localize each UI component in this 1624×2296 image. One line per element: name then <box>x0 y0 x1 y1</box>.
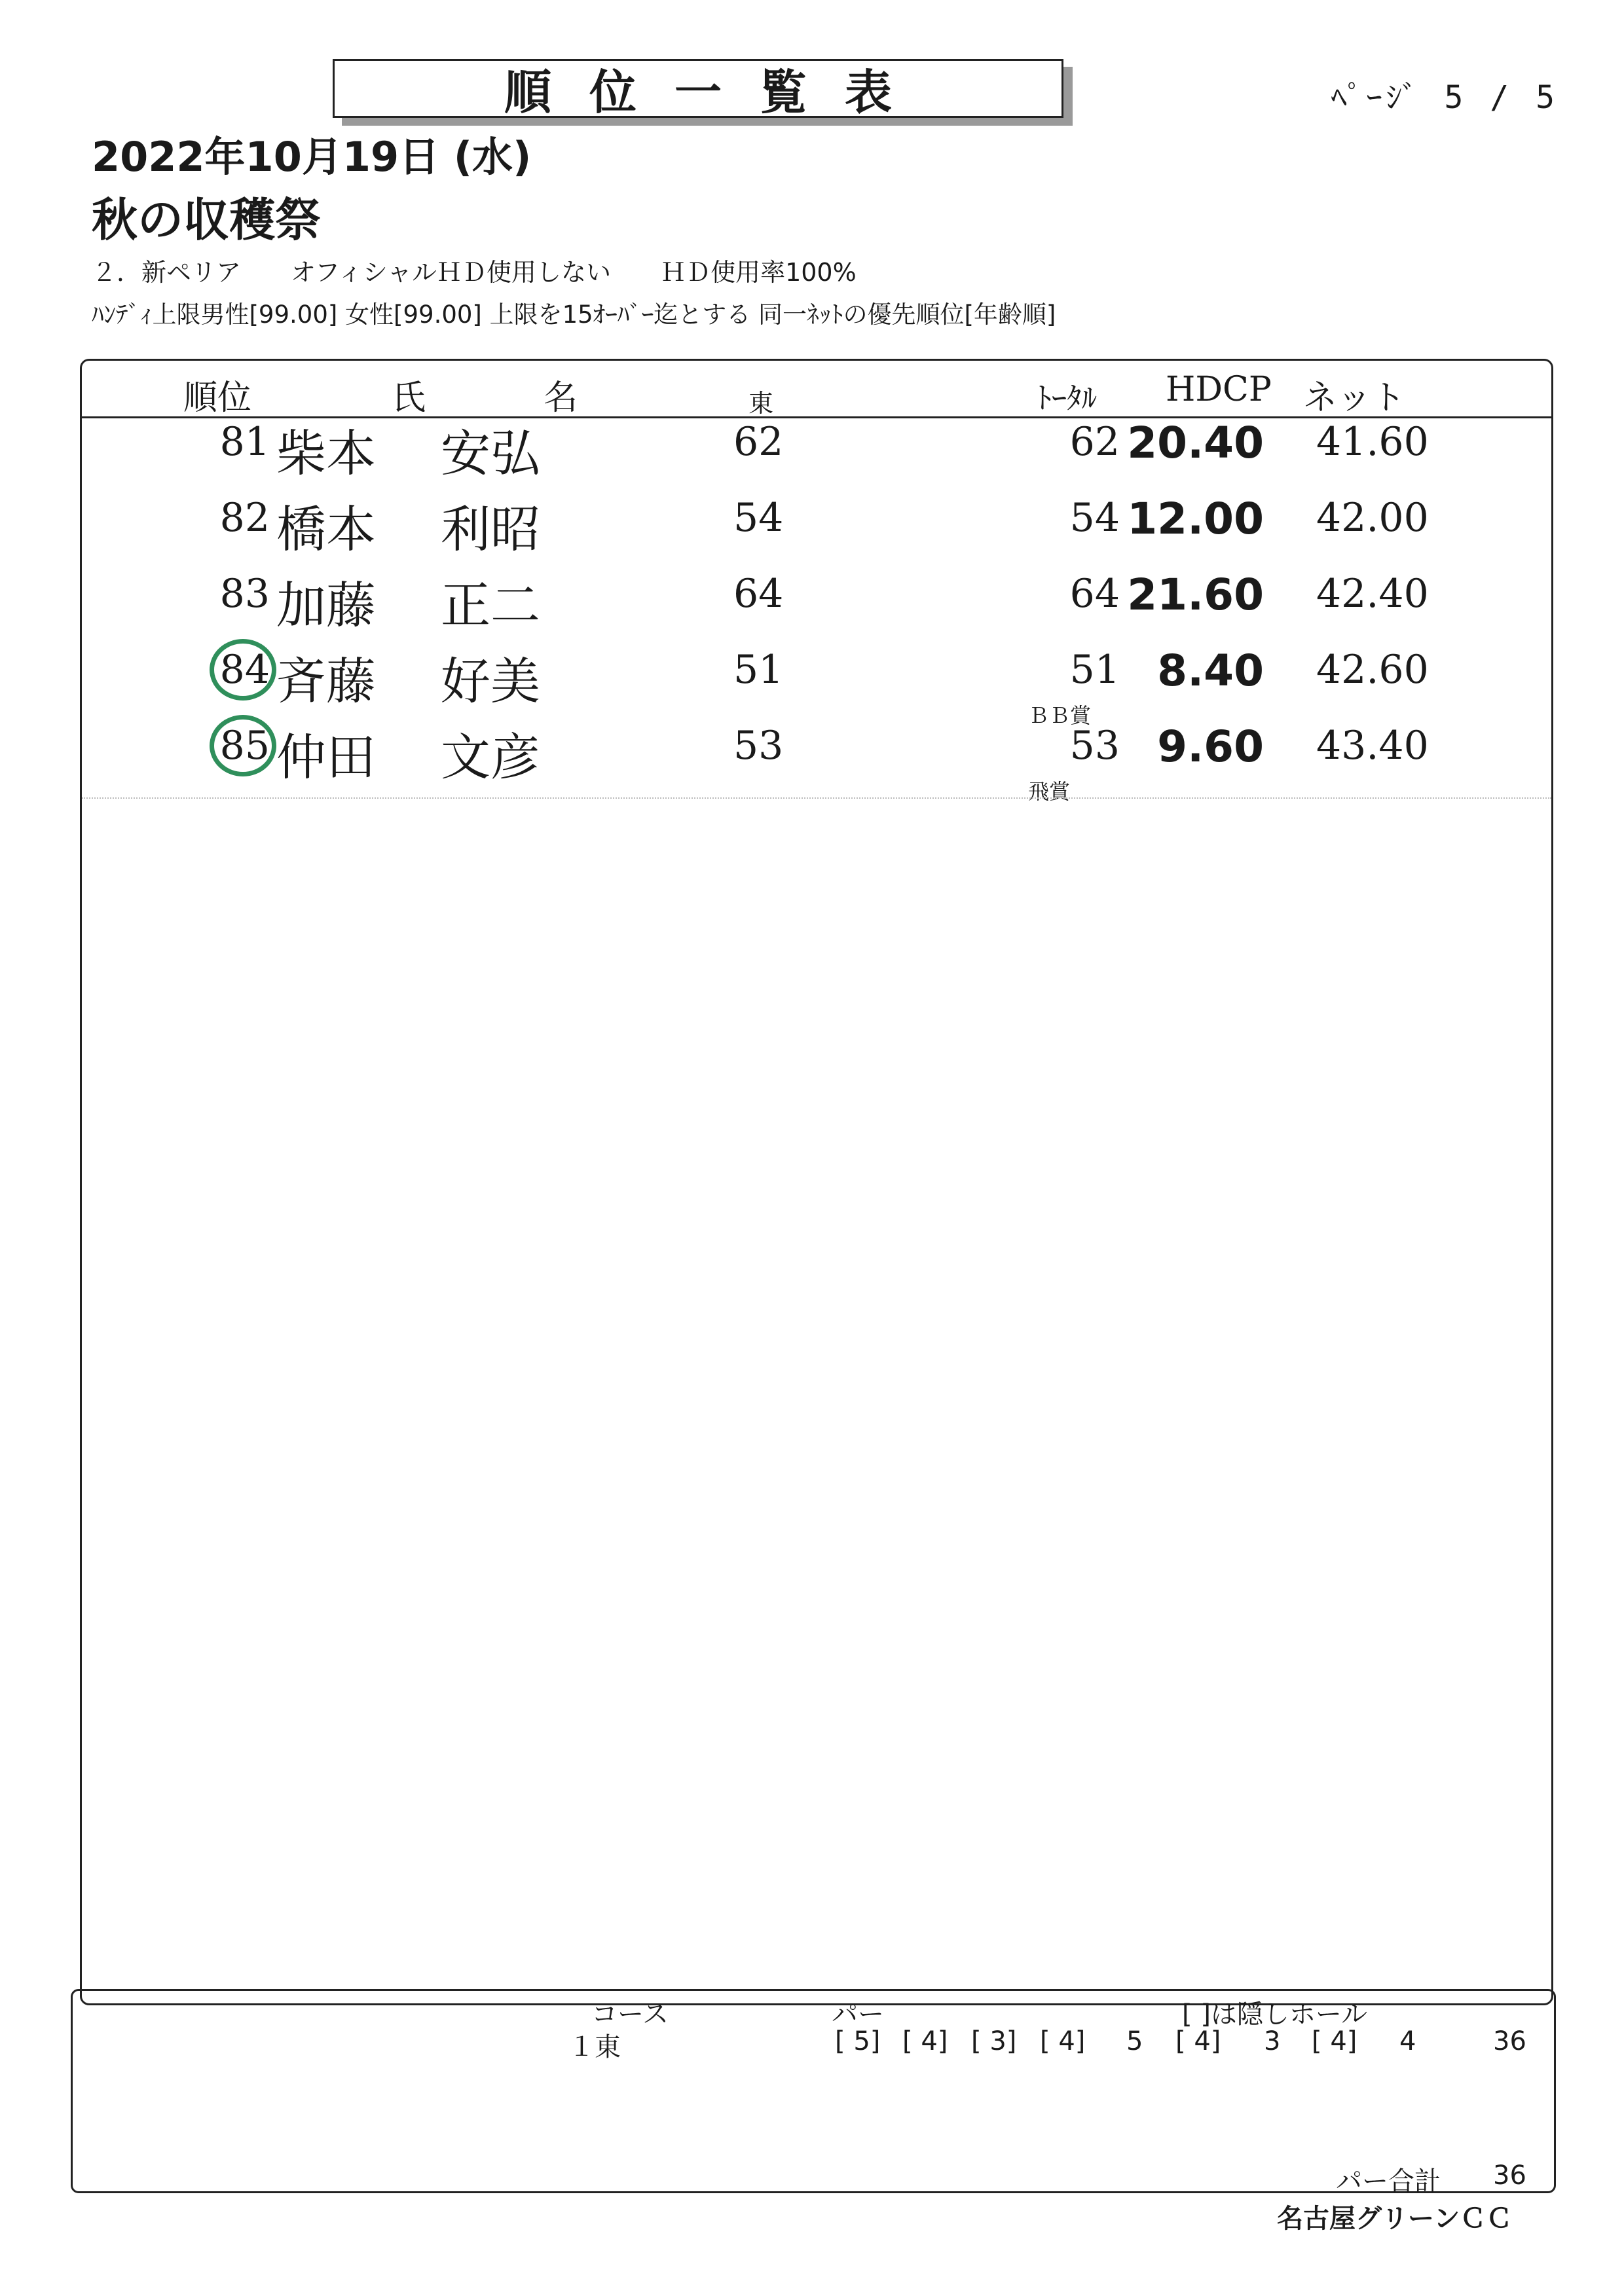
par-header: パー <box>832 1999 884 2030</box>
award-label: ＢＢ賞 <box>1028 703 1092 728</box>
hdcp-cell: 20.40 <box>1127 418 1264 468</box>
table-row <box>0 571 1624 643</box>
rank-cell: 81 <box>219 419 270 465</box>
hdcp-cell: 21.60 <box>1127 570 1264 620</box>
net-score-cell: 42.60 <box>1316 647 1429 693</box>
east-score-cell: 51 <box>733 647 784 693</box>
header-total: ﾄｰﾀﾙ <box>1037 380 1097 416</box>
par-hole-7: 3 <box>1264 2026 1281 2056</box>
east-score-cell: 64 <box>733 571 784 617</box>
hidden-hole-note: [ ]は隠しホール <box>1182 1999 1368 2030</box>
award-label: 飛賞 <box>1028 779 1071 804</box>
table-row <box>0 419 1624 491</box>
rank-cell: 82 <box>219 495 270 541</box>
rank-cell: 85 <box>219 723 270 769</box>
header-name-given: 名 <box>544 378 578 418</box>
course-header: コース <box>591 1999 669 2030</box>
given-name-cell: 文彦 <box>441 728 540 786</box>
table-row <box>0 721 1624 804</box>
table-row <box>0 495 1624 567</box>
given-name-cell: 正二 <box>441 576 540 634</box>
page-number: ﾍﾟｰｼﾞ 5 / 5 <box>1331 79 1559 116</box>
par-hole-3: [ 3] <box>971 2026 1017 2056</box>
par-hole-8: [ 4] <box>1312 2026 1357 2056</box>
conditions-line-2: ﾊﾝﾃﾞｨ上限男性[99.00] 女性[99.00] 上限を15ｵｰﾊﾞｰ迄とする 同一ﾈｯﾄの優先順位[年齢順] <box>92 301 1056 329</box>
page-title: 順位一覧表 <box>504 65 930 120</box>
par-sum-label: パー合計 <box>1336 2166 1441 2196</box>
total-score-cell: 64 <box>1069 571 1120 617</box>
east-score-cell: 54 <box>733 495 784 541</box>
total-score-cell: 53 <box>1069 723 1120 769</box>
par-hole-4: [ 4] <box>1040 2026 1086 2056</box>
table-row <box>0 646 1624 728</box>
net-score-cell: 43.40 <box>1316 723 1429 769</box>
surname-cell: 仲田 <box>276 728 376 786</box>
course-value: １東 <box>568 2032 621 2062</box>
rank-cell: 83 <box>219 571 270 617</box>
hdcp-cell: 9.60 <box>1157 721 1264 772</box>
par-hole-5: 5 <box>1126 2026 1143 2056</box>
total-score-cell: 51 <box>1069 647 1120 693</box>
header-east: 東 <box>748 389 774 418</box>
event-date: 2022年10月19日 (水) <box>92 133 532 181</box>
hdcp-cell: 12.00 <box>1127 494 1264 544</box>
header-net: ネット <box>1303 378 1406 418</box>
surname-cell: 斉藤 <box>276 652 376 710</box>
surname-cell: 柴本 <box>276 424 376 483</box>
club-name: 名古屋グリーンＣＣ <box>1277 2204 1513 2234</box>
par-hole-9: 4 <box>1399 2026 1416 2056</box>
net-score-cell: 42.00 <box>1316 495 1429 541</box>
hdcp-cell: 8.40 <box>1157 646 1264 696</box>
par-hole-6: [ 4] <box>1175 2026 1221 2056</box>
surname-cell: 加藤 <box>276 576 376 634</box>
par-total: 36 <box>1493 2026 1526 2056</box>
par-sum-value: 36 <box>1493 2160 1526 2191</box>
total-score-cell: 54 <box>1069 495 1120 541</box>
net-score-cell: 42.40 <box>1316 571 1429 617</box>
surname-cell: 橋本 <box>276 500 376 558</box>
total-score-cell: 62 <box>1069 419 1120 465</box>
east-score-cell: 62 <box>733 419 784 465</box>
header-hdcp: HDCP <box>1166 370 1272 409</box>
par-hole-1: [ 5] <box>835 2026 881 2056</box>
east-score-cell: 53 <box>733 723 784 769</box>
rows-end-divider <box>82 797 1551 799</box>
header-name-surname: 氏 <box>392 378 426 418</box>
event-name: 秋の収穫祭 <box>92 193 321 247</box>
given-name-cell: 好美 <box>441 652 540 710</box>
title-box <box>333 59 1063 118</box>
conditions-line-1: ２．新ペリア オフィシャルＨＤ使用しない ＨＤ使用率100% <box>92 258 857 287</box>
par-hole-2: [ 4] <box>902 2026 948 2056</box>
given-name-cell: 利昭 <box>441 500 540 558</box>
net-score-cell: 41.60 <box>1316 419 1429 465</box>
header-rank: 順位 <box>183 378 252 418</box>
given-name-cell: 安弘 <box>441 424 540 483</box>
rank-cell: 84 <box>219 647 270 693</box>
